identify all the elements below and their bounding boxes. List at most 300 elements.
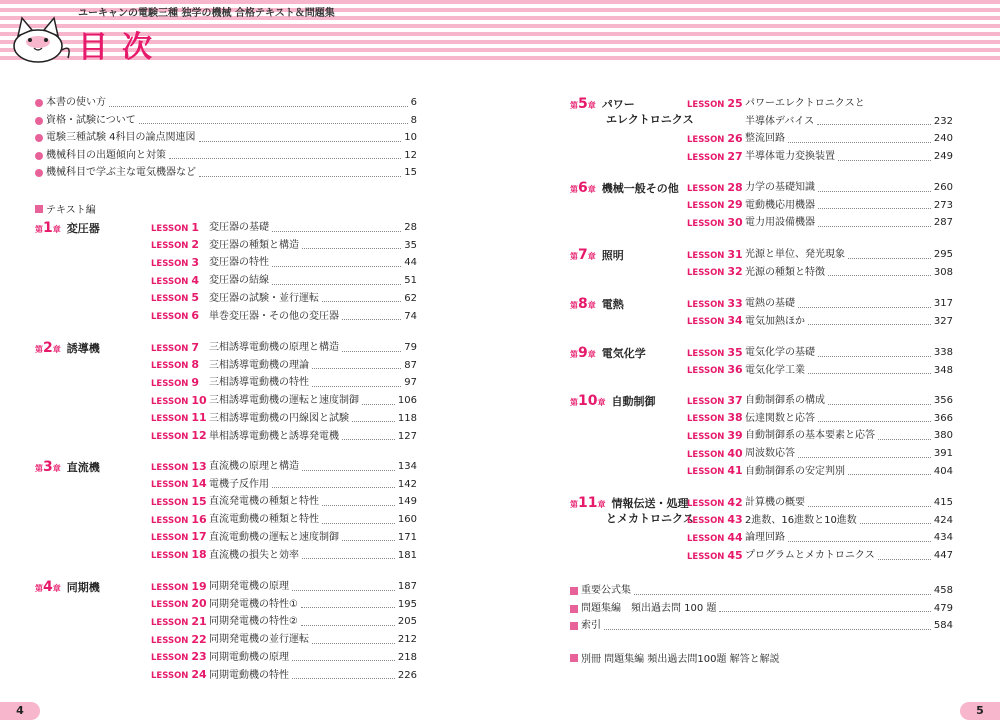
pink-square-icon bbox=[570, 605, 578, 613]
lesson-title: 三相誘導電動機の円線図と試験 bbox=[209, 412, 349, 424]
lesson-title: 変圧器の基礎 bbox=[209, 222, 269, 233]
lesson-title: 三相誘導電動機の原理と構造 bbox=[209, 342, 339, 353]
lesson-number: LESSON 43 bbox=[687, 513, 743, 527]
lesson-number: LESSON 16 bbox=[151, 512, 207, 526]
toc-intro-item[interactable] bbox=[35, 165, 417, 181]
lesson-title: 同期発電機の特性① bbox=[209, 598, 298, 610]
toc-lesson-item[interactable] bbox=[687, 131, 953, 147]
lesson-page: 249 bbox=[933, 151, 953, 163]
lesson-title: 伝達関数と応答 bbox=[745, 412, 815, 424]
lesson-page: 134 bbox=[397, 461, 417, 472]
chapter-name: 変圧器 bbox=[66, 222, 100, 235]
lesson-page: 218 bbox=[397, 651, 417, 663]
chapter-name: 情報伝送・処理 bbox=[611, 497, 689, 510]
pink-square-icon bbox=[570, 654, 578, 662]
dot-leader bbox=[788, 541, 931, 542]
lesson-number: LESSON 44 bbox=[687, 530, 743, 544]
toc-lesson-item[interactable] bbox=[151, 548, 417, 564]
toc-item-label: 本書の使い方 bbox=[46, 97, 106, 108]
chapter-number: 第9章 bbox=[570, 345, 596, 361]
lesson-title: 力学の基礎知識 bbox=[745, 182, 815, 193]
lesson-title: 整流回路 bbox=[745, 133, 785, 145]
toc-extra-item[interactable] bbox=[570, 583, 953, 599]
dot-leader bbox=[798, 307, 931, 308]
lesson-number: LESSON 30 bbox=[687, 215, 743, 229]
toc-lesson-item[interactable] bbox=[687, 149, 953, 165]
lesson-number: LESSON 25 bbox=[687, 96, 743, 110]
dot-leader bbox=[322, 523, 395, 524]
toc-lesson-item[interactable] bbox=[687, 513, 953, 529]
dot-leader bbox=[322, 505, 395, 506]
lesson-title: 同期電動機の原理 bbox=[209, 651, 289, 663]
dot-leader bbox=[808, 506, 931, 507]
toc-lesson-item[interactable] bbox=[151, 309, 417, 325]
lesson-number: LESSON 12 bbox=[151, 429, 207, 442]
text-section-label bbox=[35, 201, 96, 216]
chapter-number: 第2章 bbox=[35, 340, 61, 356]
chapter-number: 第10章 bbox=[570, 393, 606, 409]
lesson-page: 424 bbox=[933, 514, 953, 526]
lesson-title: 電気化学の基礎 bbox=[745, 347, 815, 358]
pink-bullet-icon bbox=[35, 117, 43, 125]
lesson-title: 2進数、16進数と10進数 bbox=[745, 514, 857, 526]
toc-lesson-item[interactable] bbox=[687, 180, 953, 196]
toc-lesson-item[interactable] bbox=[687, 363, 953, 379]
lesson-title: パワーエレクトロニクスと bbox=[745, 98, 865, 109]
toc-lesson-item[interactable] bbox=[151, 220, 417, 236]
dot-leader bbox=[302, 248, 401, 249]
toc-extra-item[interactable] bbox=[570, 618, 953, 634]
lesson-title: 直流電動機の運転と速度制御 bbox=[209, 531, 339, 543]
page-title: 目次 bbox=[78, 30, 166, 65]
lesson-title: 三相誘導電動機の特性 bbox=[209, 377, 309, 389]
toc-lesson-item[interactable] bbox=[151, 597, 417, 613]
lesson-number: LESSON 18 bbox=[151, 548, 207, 561]
lesson-page: 79 bbox=[404, 342, 417, 353]
lesson-title: 電動機応用機器 bbox=[745, 199, 815, 211]
toc-lesson-item[interactable] bbox=[687, 446, 953, 462]
dot-leader bbox=[272, 284, 401, 285]
lesson-page: 142 bbox=[397, 478, 417, 490]
dot-leader bbox=[817, 124, 931, 125]
dot-leader bbox=[109, 106, 408, 107]
toc-item-label: 索引 bbox=[581, 620, 601, 631]
lesson-page: 273 bbox=[933, 199, 953, 211]
pink-bullet-icon bbox=[35, 152, 43, 160]
lesson-title: 変圧器の種類と構造 bbox=[209, 239, 299, 251]
lesson-page: 404 bbox=[933, 465, 953, 477]
dot-leader bbox=[169, 158, 401, 159]
chapter-heading bbox=[570, 496, 694, 526]
toc-item-page: 584 bbox=[933, 620, 953, 631]
toc-item-label: 機械科目で学ぶ主な電気機器など bbox=[46, 167, 196, 178]
lesson-title: 電熱の基礎 bbox=[745, 298, 795, 309]
dot-leader bbox=[860, 523, 931, 524]
dot-leader bbox=[272, 487, 395, 488]
toc-lesson-item[interactable] bbox=[687, 393, 953, 409]
toc-lesson-item[interactable] bbox=[151, 668, 417, 684]
chapter-name: 誘導機 bbox=[66, 342, 100, 355]
lesson-title: 計算機の概要 bbox=[745, 497, 805, 508]
toc-lesson-item[interactable] bbox=[687, 198, 953, 214]
toc-item-label: 問題集編 頻出過去問 100 題 bbox=[581, 602, 717, 614]
lesson-title: 直流機の損失と効率 bbox=[209, 549, 299, 561]
toc-lesson-item[interactable] bbox=[687, 345, 953, 361]
lesson-title: 同期発電機の原理 bbox=[209, 581, 289, 592]
chapter-name: 電熱 bbox=[601, 298, 624, 311]
lesson-page: 338 bbox=[933, 347, 953, 358]
lesson-title: 単巻変圧器・その他の変圧器 bbox=[209, 310, 339, 322]
lesson-title: 周波数応答 bbox=[745, 448, 795, 460]
dot-leader bbox=[199, 141, 402, 142]
lesson-title: 直流電動機の種類と特性 bbox=[209, 514, 319, 526]
lesson-title: 光源と単位、発光現象 bbox=[745, 249, 845, 260]
cat-mascot-icon bbox=[8, 10, 74, 66]
lesson-number: LESSON 37 bbox=[687, 393, 743, 407]
pink-bullet-icon bbox=[35, 134, 43, 142]
lesson-number: LESSON 31 bbox=[687, 247, 743, 261]
lesson-title: 電気化学工業 bbox=[745, 364, 805, 376]
lesson-number: LESSON 6 bbox=[151, 309, 200, 322]
toc-lesson-item[interactable] bbox=[687, 411, 953, 427]
lesson-number: LESSON 27 bbox=[687, 149, 743, 163]
dot-leader bbox=[301, 625, 395, 626]
toc-lesson-item[interactable] bbox=[687, 314, 953, 330]
toc-item-page: 12 bbox=[404, 149, 417, 161]
lesson-page: 348 bbox=[933, 364, 953, 376]
chapter-heading bbox=[570, 297, 624, 313]
lesson-page: 97 bbox=[404, 377, 417, 389]
lesson-number: LESSON 28 bbox=[687, 180, 743, 194]
toc-lesson-item[interactable] bbox=[151, 375, 417, 391]
lesson-number: LESSON 41 bbox=[687, 464, 743, 478]
lesson-page: 308 bbox=[933, 266, 953, 278]
lesson-title: 変圧器の試験・並行運転 bbox=[209, 292, 319, 304]
dot-leader bbox=[199, 176, 401, 177]
dot-leader bbox=[292, 678, 395, 679]
dot-leader bbox=[848, 474, 931, 475]
toc-lesson-item[interactable] bbox=[687, 428, 953, 444]
chapter-number: 第8章 bbox=[570, 296, 596, 312]
toc-item-page: 15 bbox=[404, 167, 417, 178]
toc-lesson-item[interactable] bbox=[687, 96, 953, 112]
toc-item-page: 6 bbox=[410, 97, 417, 108]
dot-leader bbox=[828, 404, 931, 405]
dot-leader bbox=[292, 590, 395, 591]
lesson-page: 380 bbox=[933, 430, 953, 442]
toc-item-label: 電験三種試験 4科目の論点関連図 bbox=[46, 132, 196, 143]
pink-bullet-icon bbox=[35, 169, 43, 177]
toc-lesson-item[interactable] bbox=[151, 429, 417, 445]
chapter-name-line2: エレクトロニクス bbox=[606, 113, 694, 126]
toc-lesson-item[interactable] bbox=[687, 265, 953, 281]
page-number-left: 4 bbox=[0, 702, 40, 720]
lesson-page: 356 bbox=[933, 395, 953, 406]
supplement-label bbox=[570, 650, 780, 665]
lesson-page: 205 bbox=[397, 616, 417, 628]
toc-intro-item[interactable] bbox=[35, 148, 417, 164]
lesson-title: 同期電動機の特性 bbox=[209, 669, 289, 681]
lesson-title: 電力用設備機器 bbox=[745, 217, 815, 229]
toc-item-label: 重要公式集 bbox=[581, 585, 631, 596]
section-label-text: テキスト編 bbox=[46, 205, 96, 216]
chapter-number: 第4章 bbox=[35, 579, 61, 595]
lesson-page: 391 bbox=[933, 448, 953, 460]
dot-leader bbox=[301, 607, 395, 608]
lesson-title: 半導体デバイス bbox=[745, 115, 815, 127]
lesson-number: LESSON 45 bbox=[687, 548, 743, 562]
lesson-number: LESSON 2 bbox=[151, 238, 200, 252]
toc-lesson-item[interactable] bbox=[151, 411, 417, 427]
lesson-title: プログラムとメカトロニクス bbox=[745, 550, 875, 562]
lesson-title: 変圧器の特性 bbox=[209, 257, 269, 269]
lesson-number: LESSON 38 bbox=[687, 411, 743, 425]
chapter-heading bbox=[35, 341, 100, 357]
lesson-number: LESSON 36 bbox=[687, 363, 743, 377]
lesson-page: 35 bbox=[404, 239, 417, 251]
pink-square-icon bbox=[35, 205, 43, 213]
toc-lesson-item[interactable] bbox=[151, 650, 417, 666]
pink-square-icon bbox=[570, 587, 578, 595]
lesson-number: LESSON 1 bbox=[151, 220, 200, 234]
lesson-title: 変圧器の結線 bbox=[209, 275, 269, 287]
toc-intro-item[interactable] bbox=[35, 130, 417, 146]
lesson-title: 半導体電力変換装置 bbox=[745, 151, 835, 163]
lesson-page: 317 bbox=[933, 298, 953, 309]
dot-leader bbox=[342, 540, 395, 541]
dot-leader bbox=[312, 643, 395, 644]
toc-lesson-item[interactable] bbox=[151, 340, 417, 356]
lesson-number: LESSON 21 bbox=[151, 614, 207, 628]
dot-leader bbox=[322, 301, 401, 302]
chapter-heading bbox=[570, 181, 679, 197]
lesson-number: LESSON 3 bbox=[151, 255, 200, 269]
chapter-number: 第7章 bbox=[570, 247, 596, 263]
chapter-heading bbox=[570, 97, 694, 127]
chapter-name: 電気化学 bbox=[601, 347, 646, 360]
toc-lesson-item[interactable] bbox=[151, 632, 417, 648]
lesson-number: LESSON 20 bbox=[151, 597, 207, 611]
toc-item-label: 資格・試験について bbox=[46, 114, 136, 126]
lesson-page: 226 bbox=[397, 669, 417, 681]
dot-leader bbox=[342, 351, 401, 352]
lesson-title: 自動制御系の安定判別 bbox=[745, 465, 845, 477]
chapter-heading bbox=[35, 221, 100, 237]
lesson-number: LESSON 8 bbox=[151, 358, 200, 372]
toc-lesson-item[interactable] bbox=[151, 358, 417, 374]
lesson-number: LESSON 19 bbox=[151, 579, 207, 593]
lesson-number: LESSON 7 bbox=[151, 340, 200, 354]
toc-lesson-item[interactable] bbox=[151, 273, 417, 289]
lesson-page: 366 bbox=[933, 412, 953, 424]
lesson-page: 28 bbox=[404, 222, 417, 233]
lesson-number: LESSON 17 bbox=[151, 530, 207, 544]
toc-lesson-item[interactable] bbox=[151, 512, 417, 528]
chapter-heading bbox=[570, 394, 655, 410]
dot-leader bbox=[312, 386, 401, 387]
toc-item-page: 479 bbox=[933, 602, 953, 614]
toc-lesson-item[interactable] bbox=[687, 114, 953, 130]
dot-leader bbox=[848, 258, 931, 259]
dot-leader bbox=[788, 142, 931, 143]
dot-leader bbox=[302, 470, 395, 471]
dot-leader bbox=[818, 191, 931, 192]
chapter-name: 直流機 bbox=[66, 461, 100, 474]
toc-intro-item[interactable] bbox=[35, 95, 417, 111]
lesson-page: 118 bbox=[397, 412, 417, 424]
dot-leader bbox=[292, 660, 395, 661]
lesson-title: 論理回路 bbox=[745, 532, 785, 544]
toc-lesson-item[interactable] bbox=[151, 255, 417, 271]
lesson-number: LESSON 15 bbox=[151, 494, 207, 508]
lesson-number: LESSON 34 bbox=[687, 314, 743, 328]
lesson-number: LESSON 24 bbox=[151, 668, 207, 681]
dot-leader bbox=[828, 275, 931, 276]
toc-lesson-item[interactable] bbox=[151, 579, 417, 595]
toc-lesson-item[interactable] bbox=[687, 247, 953, 263]
toc-lesson-item[interactable] bbox=[687, 495, 953, 511]
toc-item-page: 10 bbox=[404, 132, 417, 143]
lesson-page: 260 bbox=[933, 182, 953, 193]
lesson-page: 434 bbox=[933, 532, 953, 544]
supplement-text: 別冊 問題集編 頻出過去問100題 解答と解説 bbox=[581, 654, 780, 665]
lesson-page: 87 bbox=[404, 359, 417, 371]
toc-lesson-item[interactable] bbox=[151, 393, 417, 409]
lesson-page: 127 bbox=[397, 430, 417, 442]
dot-leader bbox=[352, 421, 395, 422]
lesson-number: LESSON 23 bbox=[151, 650, 207, 664]
lesson-title: 直流発電機の種類と特性 bbox=[209, 496, 319, 508]
chapter-heading bbox=[35, 580, 100, 596]
toc-lesson-item[interactable] bbox=[687, 548, 953, 564]
lesson-title: 自動制御系の構成 bbox=[745, 395, 825, 406]
lesson-page: 212 bbox=[397, 634, 417, 646]
lesson-title: 電機子反作用 bbox=[209, 478, 269, 490]
toc-extra-item[interactable] bbox=[570, 601, 953, 617]
lesson-number: LESSON 32 bbox=[687, 265, 743, 279]
toc-lesson-item[interactable] bbox=[151, 614, 417, 630]
dot-leader bbox=[139, 123, 408, 124]
lesson-number: LESSON 22 bbox=[151, 632, 207, 646]
toc-lesson-item[interactable] bbox=[151, 477, 417, 493]
lesson-number: LESSON 9 bbox=[151, 375, 200, 389]
lesson-number: LESSON 4 bbox=[151, 273, 200, 287]
toc-lesson-item[interactable] bbox=[687, 215, 953, 231]
chapter-name: 同期機 bbox=[66, 581, 100, 594]
dot-leader bbox=[719, 611, 930, 612]
lesson-number: LESSON 35 bbox=[687, 345, 743, 359]
lesson-page: 295 bbox=[933, 249, 953, 260]
lesson-title: 同期発電機の特性② bbox=[209, 616, 298, 628]
chapter-number: 第1章 bbox=[35, 220, 61, 236]
chapter-heading bbox=[570, 248, 624, 264]
dot-leader bbox=[604, 629, 931, 630]
toc-lesson-item[interactable] bbox=[151, 494, 417, 510]
dot-leader bbox=[302, 558, 395, 559]
lesson-title: 三相誘導電動機の運転と速度制御 bbox=[209, 395, 359, 407]
lesson-title: 三相誘導電動機の理論 bbox=[209, 359, 309, 371]
lesson-number: LESSON 40 bbox=[687, 446, 743, 460]
dot-leader bbox=[818, 356, 931, 357]
lesson-page: 415 bbox=[933, 497, 953, 508]
pink-bullet-icon bbox=[35, 99, 43, 107]
chapter-name: 自動制御 bbox=[611, 395, 656, 408]
dot-leader bbox=[342, 439, 395, 440]
lesson-title: 直流機の原理と構造 bbox=[209, 461, 299, 472]
toc-item-page: 8 bbox=[410, 114, 417, 126]
lesson-number: LESSON 10 bbox=[151, 393, 207, 407]
chapter-number: 第11章 bbox=[570, 495, 606, 511]
page-number-right: 5 bbox=[960, 702, 1000, 720]
chapter-heading bbox=[35, 460, 100, 476]
lesson-page: 181 bbox=[397, 549, 417, 561]
chapter-number: 第3章 bbox=[35, 459, 61, 475]
lesson-number: LESSON 5 bbox=[151, 291, 200, 305]
lesson-page: 195 bbox=[397, 598, 417, 610]
dot-leader bbox=[818, 226, 931, 227]
toc-item-page: 458 bbox=[933, 585, 953, 596]
lesson-number: LESSON 39 bbox=[687, 428, 743, 442]
dot-leader bbox=[634, 594, 931, 595]
chapter-name: パワー bbox=[601, 98, 635, 111]
dot-leader bbox=[808, 324, 931, 325]
toc-lesson-item[interactable] bbox=[687, 296, 953, 312]
lesson-page: 287 bbox=[933, 217, 953, 229]
lesson-page: 51 bbox=[404, 275, 417, 287]
lesson-page: 327 bbox=[933, 315, 953, 327]
toc-item-label: 機械科目の出題傾向と対策 bbox=[46, 149, 166, 161]
toc-lesson-item[interactable] bbox=[687, 464, 953, 480]
lesson-page: 149 bbox=[397, 496, 417, 508]
dot-leader bbox=[838, 160, 931, 161]
chapter-number: 第5章 bbox=[570, 96, 596, 112]
toc-intro-item[interactable] bbox=[35, 113, 417, 129]
dot-leader bbox=[818, 421, 931, 422]
chapter-name-line2: とメカトロニクス bbox=[606, 512, 694, 525]
lesson-number: LESSON 26 bbox=[687, 131, 743, 145]
pink-square-icon bbox=[570, 622, 578, 630]
lesson-title: 同期発電機の並行運転 bbox=[209, 634, 309, 646]
toc-lesson-item[interactable] bbox=[687, 530, 953, 546]
lesson-number: LESSON 29 bbox=[687, 198, 743, 212]
chapter-name: 機械一般その他 bbox=[601, 182, 679, 195]
lesson-title: 単相誘導電動機と誘導発電機 bbox=[209, 430, 339, 442]
lesson-title: 光源の種類と特徴 bbox=[745, 266, 825, 278]
lesson-page: 62 bbox=[404, 292, 417, 304]
dot-leader bbox=[808, 373, 931, 374]
lesson-page: 187 bbox=[397, 581, 417, 592]
dot-leader bbox=[878, 439, 931, 440]
lesson-title: 自動制御系の基本要素と応答 bbox=[745, 430, 875, 442]
dot-leader bbox=[818, 208, 931, 209]
lesson-page: 240 bbox=[933, 133, 953, 145]
toc-lesson-item[interactable] bbox=[151, 459, 417, 475]
toc-lesson-item[interactable] bbox=[151, 238, 417, 254]
chapter-name: 照明 bbox=[601, 249, 624, 262]
book-title: ユーキャンの電験三種 独学の機械 合格テキスト＆問題集 bbox=[78, 8, 335, 19]
dot-leader bbox=[342, 319, 401, 320]
toc-lesson-item[interactable] bbox=[151, 291, 417, 307]
toc-lesson-item[interactable] bbox=[151, 530, 417, 546]
lesson-number: LESSON 11 bbox=[151, 411, 207, 425]
lesson-page: 232 bbox=[933, 115, 953, 127]
lesson-number: LESSON 33 bbox=[687, 296, 743, 310]
dot-leader bbox=[272, 266, 401, 267]
lesson-page: 74 bbox=[404, 310, 417, 322]
lesson-page: 447 bbox=[933, 550, 953, 562]
dot-leader bbox=[878, 559, 931, 560]
lesson-page: 106 bbox=[397, 395, 417, 407]
